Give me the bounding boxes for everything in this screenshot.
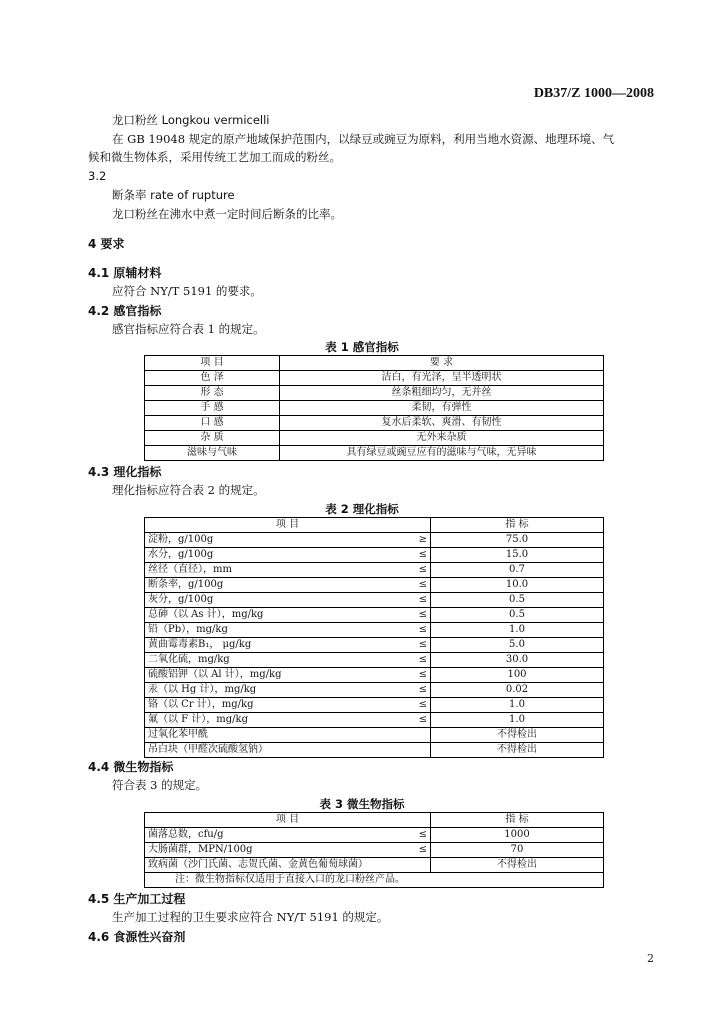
table-cell: 70 <box>431 843 604 858</box>
section-heading-4-4: 4.4 微生物指标 <box>88 760 174 774</box>
table-header-cell: 项 目 <box>145 518 431 533</box>
table-cell: 淀粉，g/100g <box>145 533 409 548</box>
table-cell: 硫酸铝钾（以 Al 计），mg/kg <box>145 668 409 683</box>
table-cell: 断条率，g/100g <box>145 578 409 593</box>
table-note-row <box>145 873 604 888</box>
section-text-4-3: 理化指标应符合表 2 的规定。 <box>112 483 265 497</box>
table-cell: 铬（以 Cr 计），mg/kg <box>145 698 409 713</box>
table-cell: 1000 <box>431 828 604 843</box>
table-microbiological <box>144 812 604 888</box>
table-row <box>145 533 604 548</box>
table-cell: 1.0 <box>431 623 604 638</box>
section-heading-4-3: 4.3 理化指标 <box>88 465 162 479</box>
table-header-row <box>145 518 604 533</box>
table-row <box>145 683 604 698</box>
table-cell: 菌落总数，cfu/g <box>145 828 409 843</box>
table-row <box>145 548 604 563</box>
table-cell: ≤ <box>408 578 431 593</box>
table-header-cell: 项 目 <box>145 356 280 371</box>
table-cell: 口 感 <box>145 416 280 431</box>
standard-code: DB37/Z 1000—2008 <box>533 86 654 101</box>
table-cell: ≥ <box>408 533 431 548</box>
table-cell: ≤ <box>408 653 431 668</box>
table-cell: 0.5 <box>431 608 604 623</box>
table-cell: 大肠菌群，MPN/100g <box>145 843 409 858</box>
table-cell: 水分，g/100g <box>145 548 409 563</box>
table-cell: ≤ <box>408 623 431 638</box>
table-cell: 总砷（以 As 计），mg/kg <box>145 608 409 623</box>
table-cell: 1.0 <box>431 713 604 728</box>
table-cell: 100 <box>431 668 604 683</box>
table-row <box>145 638 604 653</box>
table-cell: ≤ <box>408 828 431 843</box>
table-row <box>145 728 604 743</box>
table-cell: 二氧化硫，mg/kg <box>145 653 409 668</box>
table-cell: 5.0 <box>431 638 604 653</box>
table-cell: 灰分，g/100g <box>145 593 409 608</box>
term-title-longkou: 龙口粉丝 Longkou vermicelli <box>112 113 270 127</box>
table-row <box>145 623 604 638</box>
section-text-4-1: 应符合 NY/T 5191 的要求。 <box>112 284 262 298</box>
section-heading-4-2: 4.2 感官指标 <box>88 304 162 318</box>
table-cell: ≤ <box>408 593 431 608</box>
table-cell: 75.0 <box>431 533 604 548</box>
table-physicochemical <box>144 517 604 758</box>
table-cell: 洁白，有光泽，呈半透明状 <box>280 371 604 386</box>
table-row <box>145 713 604 728</box>
table-header-cell: 指 标 <box>431 518 604 533</box>
table-cell: 过氧化苯甲酰 <box>145 728 431 743</box>
table-cell: 吊白块（甲醛次硫酸氢钠） <box>145 743 431 758</box>
table-cell: 丝条粗细均匀，无并丝 <box>280 386 604 401</box>
table-cell: ≤ <box>408 713 431 728</box>
table-cell: 1.0 <box>431 698 604 713</box>
table-cell: 丝径（直径），mm <box>145 563 409 578</box>
section-heading-4-5: 4.5 生产加工过程 <box>88 892 186 906</box>
table-row <box>145 416 604 431</box>
table-cell: 0.5 <box>431 593 604 608</box>
table3-caption: 表 3 微生物指标 <box>319 797 405 811</box>
section-heading-4-6: 4.6 食源性兴奋剂 <box>88 930 186 944</box>
term-text-rupture: 龙口粉丝在沸水中煮一定时间后断条的比率。 <box>112 207 342 221</box>
table-cell: 无外来杂质 <box>280 431 604 446</box>
table-row <box>145 653 604 668</box>
table-cell: 色 泽 <box>145 371 280 386</box>
table-cell: 具有绿豆或豌豆应有的滋味与气味，无异味 <box>280 446 604 461</box>
table-header-cell: 指 标 <box>431 813 604 828</box>
table-row <box>145 698 604 713</box>
section-text-4-4: 符合表 3 的规定。 <box>112 778 208 792</box>
section-text-4-2: 感官指标应符合表 1 的规定。 <box>112 322 265 336</box>
table-row <box>145 608 604 623</box>
table-row <box>145 668 604 683</box>
table-cell: ≤ <box>408 638 431 653</box>
table-cell: 手 感 <box>145 401 280 416</box>
table-cell: 0.7 <box>431 563 604 578</box>
term-text-longkou-a: 在 GB 19048 规定的原产地域保护范围内，以绿豆或豌豆为原料，利用当地水资源、地理环境、气 <box>112 132 615 146</box>
table-row <box>145 371 604 386</box>
table-row <box>145 563 604 578</box>
table-cell: 不得检出 <box>431 858 604 873</box>
table-row <box>145 401 604 416</box>
section-heading-4-1: 4.1 原辅材料 <box>88 266 162 280</box>
table-cell: ≤ <box>408 698 431 713</box>
table-cell: 不得检出 <box>431 743 604 758</box>
table-row <box>145 431 604 446</box>
clause-number-3-2: 3.2 <box>88 169 107 183</box>
page-number: 2 <box>647 952 654 965</box>
table-cell: 0.02 <box>431 683 604 698</box>
table-cell: ≤ <box>408 668 431 683</box>
table-cell: 汞（以 Hg 计），mg/kg <box>145 683 409 698</box>
table-cell: 复水后柔软、爽滑、有韧性 <box>280 416 604 431</box>
table-cell: 形 态 <box>145 386 280 401</box>
table-cell: 黄曲霉毒素B₁， μg/kg <box>145 638 409 653</box>
table-cell: 不得检出 <box>431 728 604 743</box>
table-cell: ≤ <box>408 608 431 623</box>
table-cell: 致病菌（沙门氏菌、志贺氏菌、金黄色葡萄球菌） <box>145 858 431 873</box>
table-header-cell: 要 求 <box>280 356 604 371</box>
term-title-rupture: 断条率 rate of rupture <box>112 188 235 202</box>
table-cell: 15.0 <box>431 548 604 563</box>
section-heading-4: 4 要求 <box>88 237 125 251</box>
table-header-cell: 项 目 <box>145 813 431 828</box>
table-cell: ≤ <box>408 683 431 698</box>
table-cell: ≤ <box>408 548 431 563</box>
table-row <box>145 828 604 843</box>
table1-caption: 表 1 感官指标 <box>325 340 399 354</box>
term-text-longkou-b: 候和微生物体系，采用传统工艺加工而成的粉丝。 <box>88 150 341 164</box>
table-row <box>145 578 604 593</box>
table-cell: ≤ <box>408 563 431 578</box>
table-row <box>145 593 604 608</box>
table-cell: 氟（以 F 计），mg/kg <box>145 713 409 728</box>
table-cell: ≤ <box>408 843 431 858</box>
table-row <box>145 446 604 461</box>
table-row <box>145 743 604 758</box>
table-cell: 滋味与气味 <box>145 446 280 461</box>
table-row <box>145 843 604 858</box>
table-row <box>145 858 604 873</box>
table-note: 注：微生物指标仅适用于直接入口的龙口粉丝产品。 <box>145 873 604 888</box>
table-cell: 铅（Pb），mg/kg <box>145 623 409 638</box>
table-header-row <box>145 813 604 828</box>
table-cell: 30.0 <box>431 653 604 668</box>
table2-caption: 表 2 理化指标 <box>325 502 399 516</box>
table-header-row <box>145 356 604 371</box>
table-cell: 杂 质 <box>145 431 280 446</box>
table-cell: 10.0 <box>431 578 604 593</box>
section-text-4-5: 生产加工过程的卫生要求应符合 NY/T 5191 的规定。 <box>112 910 389 924</box>
table-cell: 柔韧，有弹性 <box>280 401 604 416</box>
table-row <box>145 386 604 401</box>
table-sensory <box>144 355 604 461</box>
